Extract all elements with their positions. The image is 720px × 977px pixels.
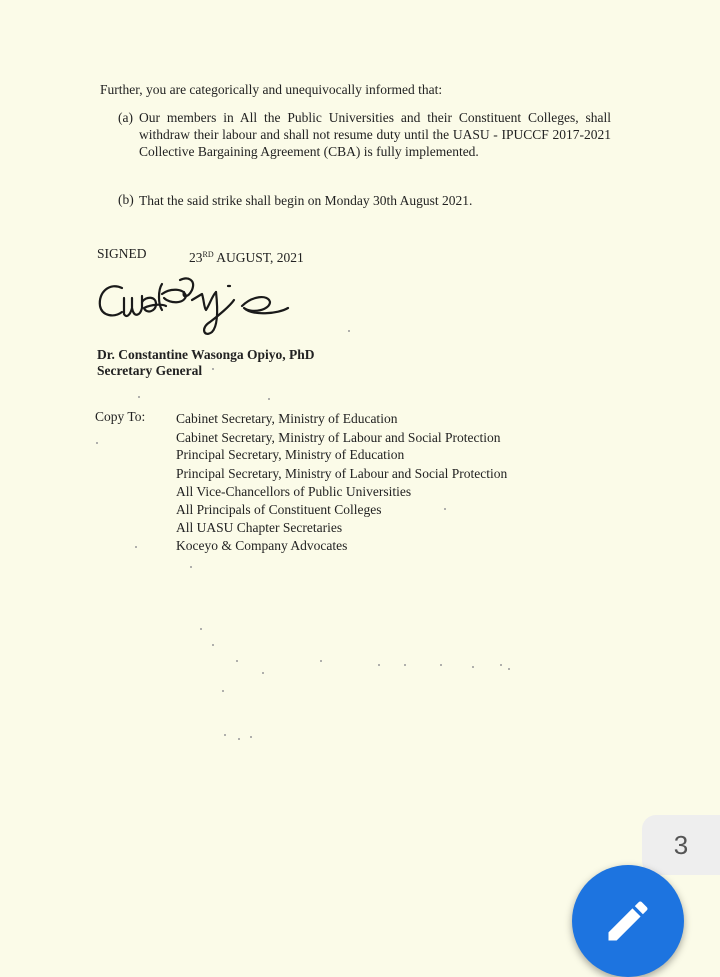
edit-button[interactable] [572,865,684,977]
copy-to-item: Principal Secretary, Ministry of Labour and Social Protection [176,466,508,481]
copy-to-item: Cabinet Secretary, Ministry of Education [176,411,398,426]
handwritten-signature [92,270,332,340]
copy-to-item: All Vice-Chancellors of Public Universities [176,484,412,499]
pencil-icon [602,895,654,947]
signed-label: SIGNED [97,246,147,261]
item-a-text: Our members in All the Public Universities and their Constituent Colleges, shall withdraw their labour and shall not resume duty until the UASU - IPUCCF 2017-2021 Collective Bargaining Agreement (CBA) is fully implemented. [139,110,611,159]
signed-date: 23RD AUGUST, 2021 [189,250,304,265]
copy-to-item: Principal Secretary, Ministry of Education [176,447,405,462]
copy-to-item: Koceyo & Company Advocates [176,538,348,553]
item-b-marker: (b) [118,192,134,207]
copy-to-item: Cabinet Secretary, Ministry of Labour and Social Protection [176,430,501,445]
item-b-text: That the said strike shall begin on Monday 30th August 2021. [139,193,473,208]
page-number-indicator: 3 [642,815,720,875]
signatory-title: Secretary General [97,363,203,378]
signatory-name: Dr. Constantine Wasonga Opiyo, PhD [97,347,315,362]
copy-to-label: Copy To: [95,409,146,424]
intro-paragraph: Further, you are categorically and unequivocally informed that: [100,82,443,97]
copy-to-item: All UASU Chapter Secretaries [176,520,343,535]
copy-to-item: All Principals of Constituent Colleges [176,502,382,517]
item-a-marker: (a) [118,110,133,125]
